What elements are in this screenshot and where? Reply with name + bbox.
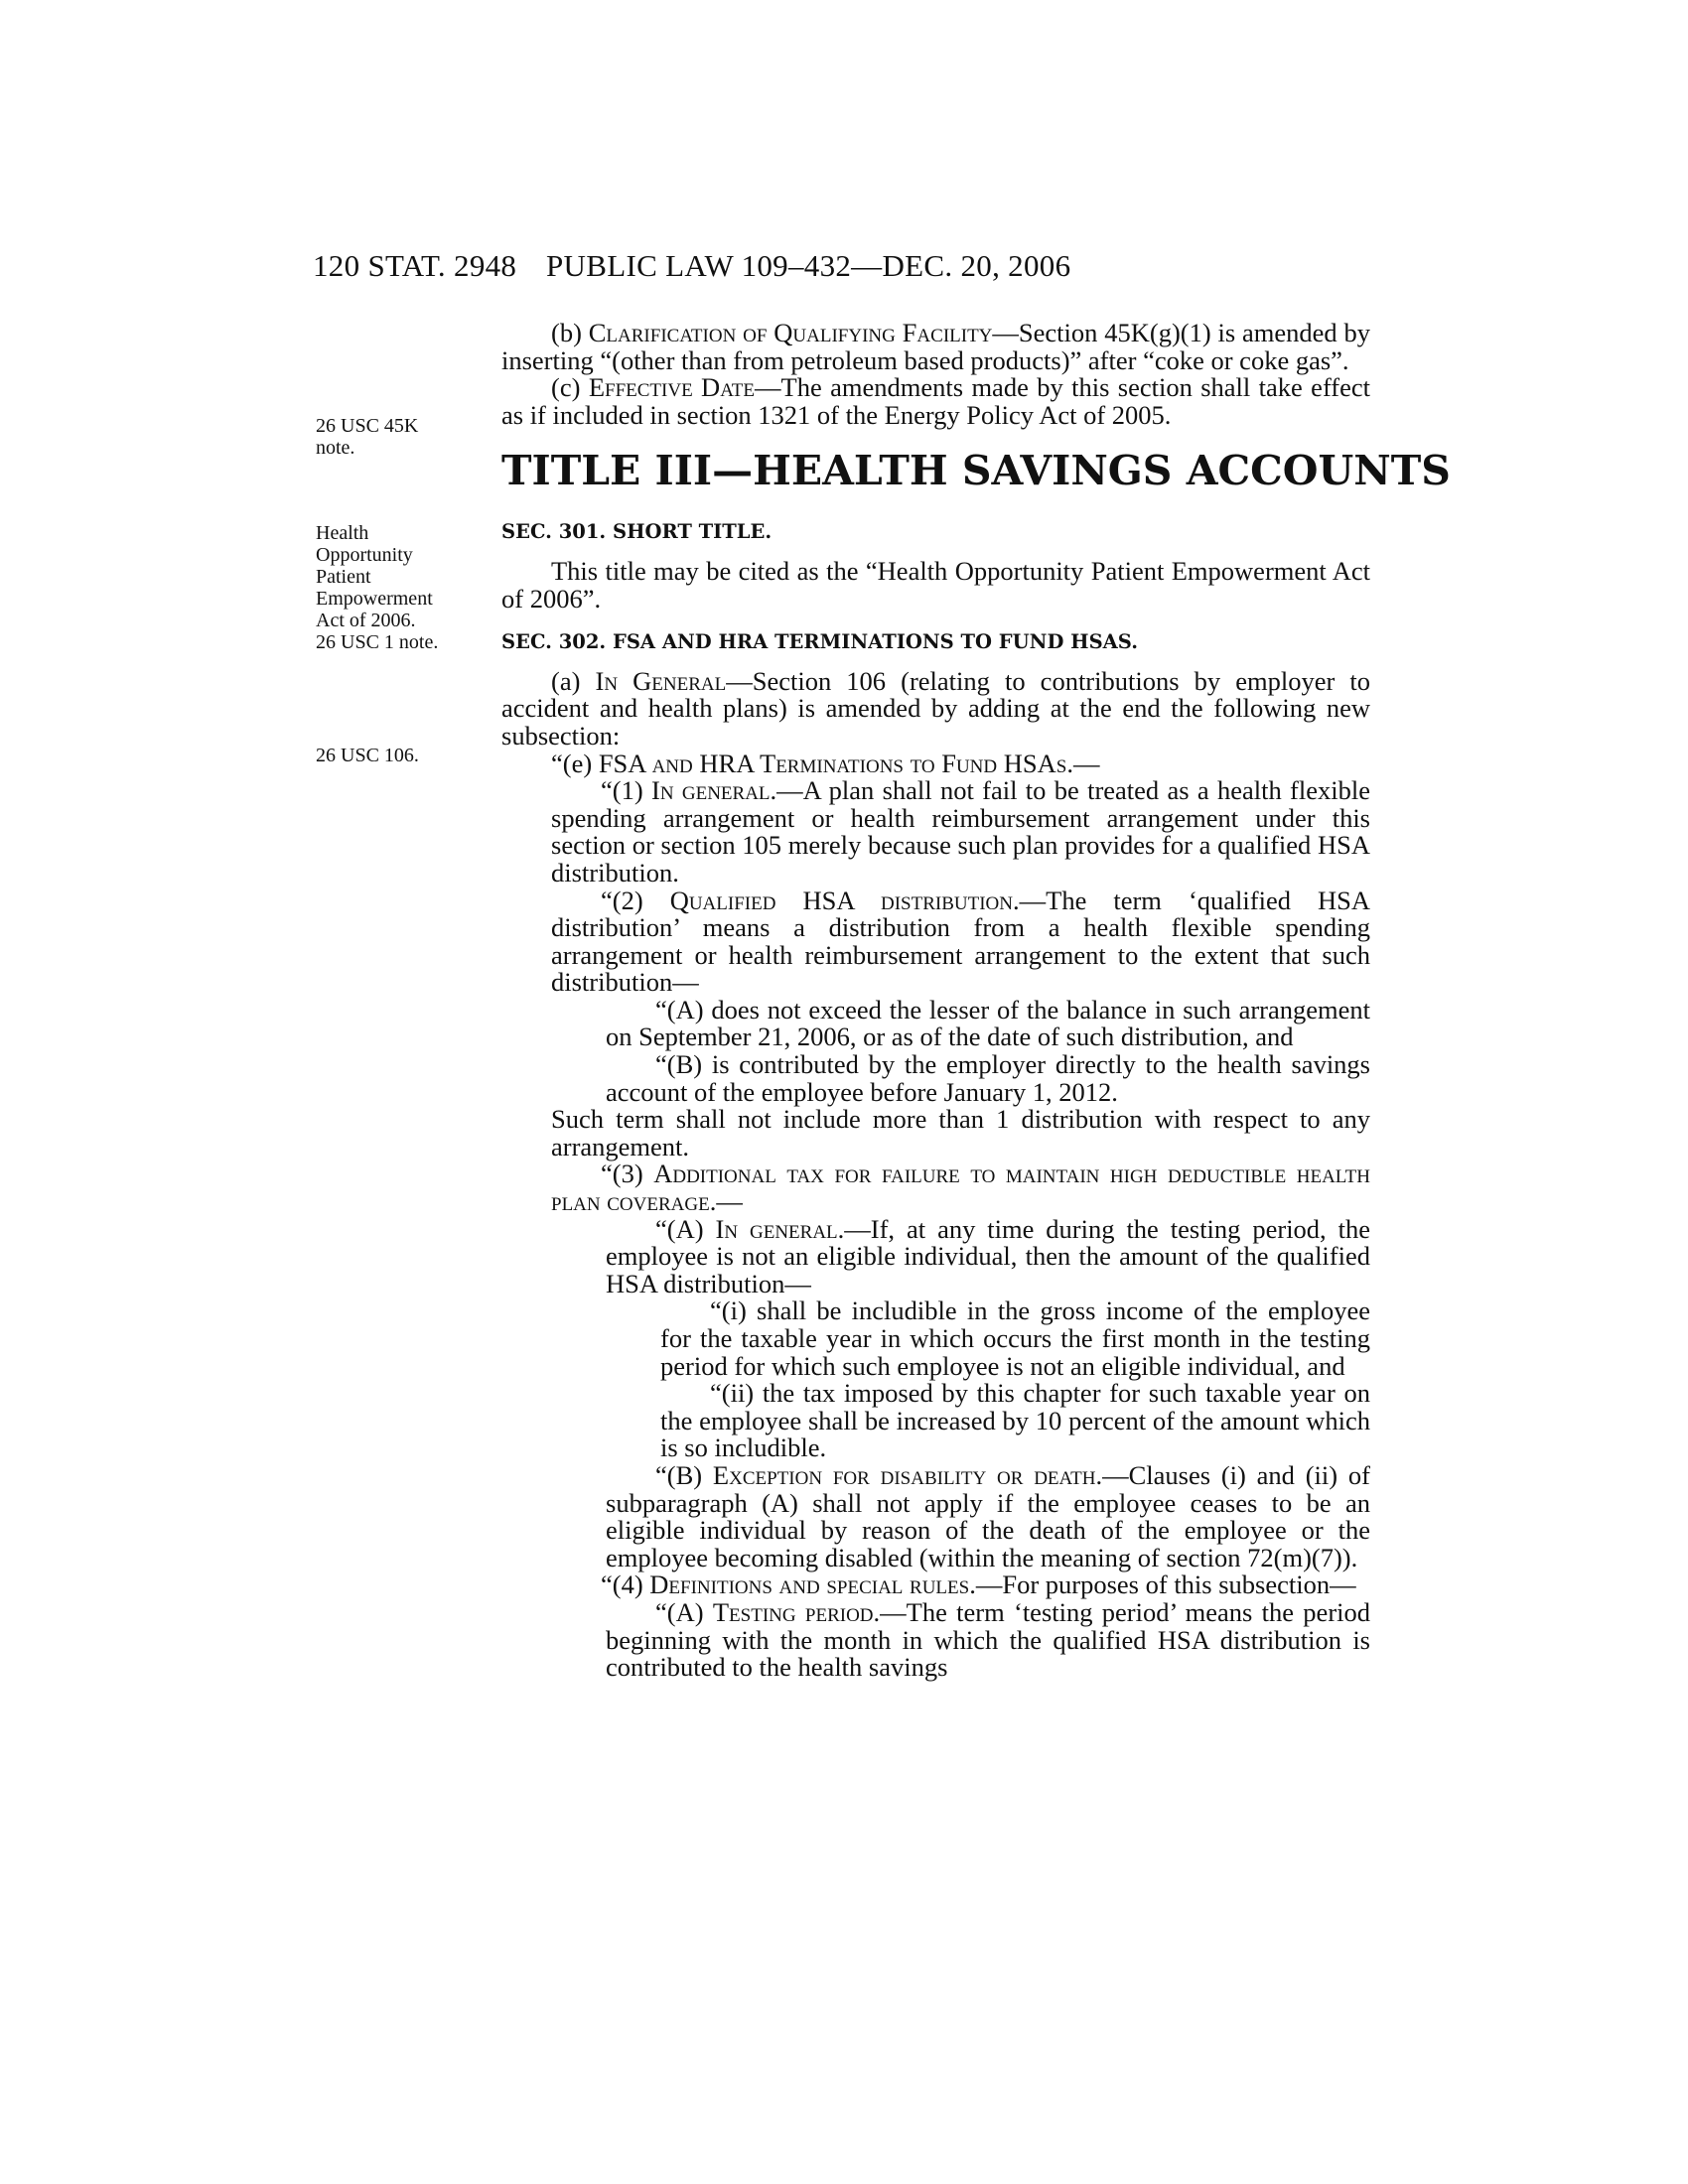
running-header: PUBLIC LAW 109–432—DEC. 20, 2006: [546, 248, 1071, 283]
margin-note-106: 26 USC 106.: [316, 745, 419, 766]
subparagraph-e3B: “(B) Exception for disability or death.—Clauses (i) and (ii) of subparagraph (A) shall not apply if the employee ceases to be an eligible individual by reason of the death of the employee or the employee becoming disabled (within the meaning of section 72(m)(7)).: [606, 1459, 1370, 1572]
paragraph-c: (c) Effective Date—The amendments made by this section shall take effect as if included in section 1321 of the Energy Policy Act of 2005.: [501, 372, 1370, 430]
page-citation: 120 STAT. 2948: [313, 248, 517, 283]
clause-e3Aii: “(ii) the tax imposed by this chapter for such taxable year on the employee shall be increased by 10 percent of the amount which is so includible.: [660, 1378, 1370, 1463]
section-301-heading: SEC. 301. SHORT TITLE.: [501, 520, 773, 544]
paragraph-a: (a) In General—Section 106 (relating to contributions by employer to accident and health plans) is amended by adding at the end the following new subsection:: [501, 665, 1370, 751]
body-text: [501, 318, 1451, 1683]
margin-note-45k: 26 USC 45K note.: [316, 415, 419, 459]
subparagraph-e4A: “(A) Testing period.—The term ‘testing period’ means the period beginning with the month in which the qualified HSA distribution is contributed to the health savings: [606, 1596, 1370, 1683]
subsection-e: “(e) FSA and HRA Terminations to Fund HSAs.—: [551, 748, 1100, 778]
paragraph-e2-flush: Such term shall not include more than 1 distribution with respect to any arrangement.: [551, 1104, 1370, 1161]
paragraph-b: (b) Clarification of Qualifying Facility—Section 45K(g)(1) is amended by inserting “(other than from petroleum based products)” after “coke or coke gas”.: [501, 318, 1371, 375]
section-302-heading: SEC. 302. FSA AND HRA TERMINATIONS TO FUND HSAS.: [501, 630, 1138, 654]
margin-note-hope-act: Health Opportunity Patient Empowerment Act of 2006. 26 USC 1 note.: [316, 522, 439, 653]
subparagraph-e3A: “(A) In general.—If, at any time during the testing period, the employee is not an eligible individual, then the amount of the qualified HSA distribution—: [606, 1213, 1371, 1298]
paragraph-e2: “(2) Qualified HSA distribution.—The term ‘qualified HSA distribution’ means a distribution from a health flexible spending arrangement or health reimbursement arrangement to the extent that such distribution—: [551, 885, 1370, 998]
title-heading: TITLE III—HEALTH SAVINGS ACCOUNTS: [501, 447, 1451, 495]
paragraph-e1: “(1) In general.—A plan shall not fail to be treated as a health flexible spending arrangement or health reimbursement arrangement under this section or section 105 merely because such plan provides for a qualified HSA distribution.: [551, 775, 1370, 887]
subparagraph-e2A: “(A) does not exceed the lesser of the balance in such arrangement on September 21, 2006, or as of the date of such distribution, and: [606, 994, 1370, 1052]
section-301-text: This title may be cited as the “Health Opportunity Patient Empowerment Act of 2006”.: [501, 555, 1370, 614]
subparagraph-e2B: “(B) is contributed by the employer directly to the health savings account of the employee before January 1, 2012.: [606, 1049, 1370, 1107]
paragraph-e4: “(4) Definitions and special rules.—For purposes of this subsection—: [601, 1570, 1356, 1600]
clause-e3Ai: “(i) shall be includible in the gross income of the employee for the taxable year in which occurs the first month in the testing period for which such employee is not an eligible individual, and: [660, 1296, 1370, 1381]
paragraph-e3: “(3) Additional tax for failure to maintain high deductible health plan coverage.—: [551, 1159, 1370, 1217]
